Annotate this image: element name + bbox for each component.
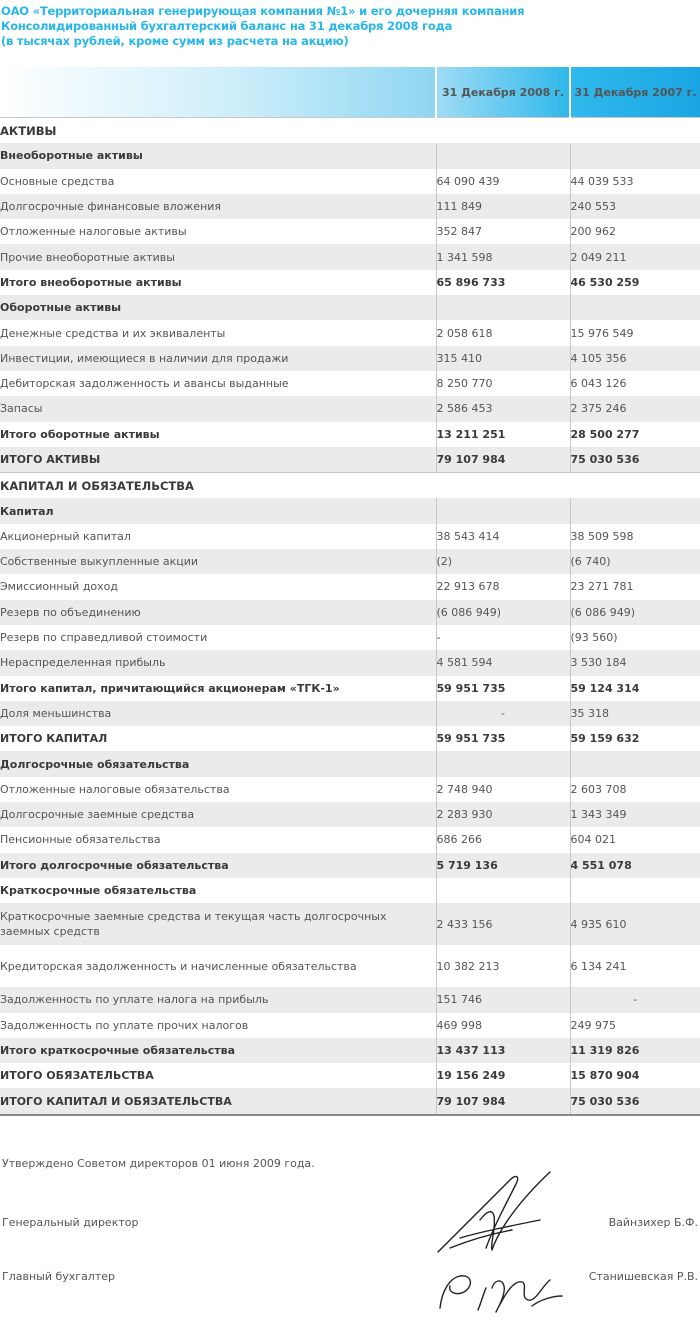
row-label: Долгосрочные обязательства <box>0 751 436 776</box>
accountant-signature <box>440 1276 562 1312</box>
total-row <box>0 726 700 751</box>
report-title: Консолидированный бухгалтерский баланс на 31 декабря 2008 года <box>1 19 453 33</box>
value-2008 <box>436 473 570 499</box>
value-2007: 2 375 246 <box>570 396 700 421</box>
value-2008: 13 437 113 <box>436 1038 570 1063</box>
row-label: Долгосрочные заемные средства <box>0 802 436 827</box>
value-2007: 15 870 904 <box>570 1063 700 1088</box>
value-2008 <box>436 498 570 523</box>
units-note: (в тысячах рублей, кроме сумм из расчета на акцию) <box>1 34 349 48</box>
row-label: Доля меньшинства <box>0 701 436 726</box>
table-row <box>0 219 700 244</box>
subtotal-row <box>0 422 700 447</box>
table-row <box>0 524 700 549</box>
grand-total-row <box>0 1088 700 1114</box>
row-label: Итого оборотные активы <box>0 427 160 441</box>
row-label: Итого краткосрочные обязательства <box>0 1038 436 1063</box>
value-2007 <box>570 143 700 168</box>
row-label: КАПИТАЛ И ОБЯЗАТЕЛЬСТВА <box>0 473 436 499</box>
value-2007: 2 603 708 <box>570 777 700 802</box>
value-2007: 35 318 <box>570 701 700 726</box>
table-row <box>0 945 700 987</box>
value-2007: 46 530 259 <box>570 270 700 295</box>
value-2007: (6 086 949) <box>570 600 700 625</box>
value-2007: 75 030 536 <box>570 447 700 473</box>
value-2007: 59 159 632 <box>570 726 700 751</box>
value-2008: - <box>436 701 570 726</box>
value-2008: 19 156 249 <box>436 1063 570 1088</box>
table-row <box>0 194 700 219</box>
total-row <box>0 1063 700 1088</box>
value-2008: - <box>436 625 570 650</box>
table-row <box>0 600 700 625</box>
table-header-row <box>0 67 700 118</box>
row-label: Акционерный капитал <box>0 529 131 543</box>
value-2008: 22 913 678 <box>436 574 570 599</box>
accountant-name: Станишевская Р.В. <box>588 1270 698 1283</box>
row-label: Оборотные активы <box>0 295 436 320</box>
value-2007: 249 975 <box>570 1013 700 1038</box>
value-2008 <box>436 878 570 903</box>
row-label: ИТОГО КАПИТАЛ <box>0 732 108 746</box>
value-2008: 352 847 <box>436 219 570 244</box>
value-2007: 4 935 610 <box>570 903 700 945</box>
row-label: Краткосрочные заемные средства и текущая часть долгосрочных заемных средств <box>0 903 436 945</box>
row-label: Задолженность по уплате прочих налогов <box>0 1018 249 1032</box>
row-label: Долгосрочные финансовые вложения <box>0 194 436 219</box>
value-2008: 2 058 618 <box>436 320 570 345</box>
value-2007: 38 509 598 <box>570 524 700 549</box>
value-2008: 64 090 439 <box>436 169 570 194</box>
value-2008: 5 719 136 <box>436 853 570 878</box>
row-label: ИТОГО КАПИТАЛ И ОБЯЗАТЕЛЬСТВА <box>0 1088 436 1114</box>
value-2008: (6 086 949) <box>436 600 570 625</box>
row-label: Резерв по справедливой стоимости <box>0 631 208 645</box>
table-row <box>0 244 700 269</box>
value-2008: 686 266 <box>436 827 570 852</box>
value-2008: 2 433 156 <box>436 903 570 945</box>
row-label: Собственные выкупленные акции <box>0 549 436 574</box>
report-header <box>1 4 691 49</box>
ceo-signature <box>438 1172 550 1252</box>
table-row <box>0 827 700 852</box>
row-label: Инвестиции, имеющиеся в наличии для продажи <box>0 346 436 371</box>
value-2008: 2 283 930 <box>436 802 570 827</box>
value-2007: 75 030 536 <box>570 1088 700 1114</box>
subtotal-row <box>0 1038 700 1063</box>
value-2007: (93 560) <box>570 625 700 650</box>
value-2007: 1 343 349 <box>570 802 700 827</box>
value-2008: 151 746 <box>436 987 570 1012</box>
value-2007: 200 962 <box>570 219 700 244</box>
subsection-row <box>0 751 700 776</box>
row-label: ИТОГО АКТИВЫ <box>0 447 436 473</box>
value-2008: 469 998 <box>436 1013 570 1038</box>
subtotal-row <box>0 270 700 295</box>
row-label: Эмиссионный доход <box>0 580 118 594</box>
balance-sheet-table <box>0 67 700 1116</box>
table-row <box>0 777 700 802</box>
table-row <box>0 346 700 371</box>
table-row <box>0 625 700 650</box>
row-label: Резерв по объединению <box>0 600 436 625</box>
ceo-role: Генеральный директор <box>2 1216 139 1229</box>
row-label: Краткосрочные обязательства <box>0 884 197 898</box>
value-2007: 11 319 826 <box>570 1038 700 1063</box>
value-2007: 28 500 277 <box>570 422 700 447</box>
value-2008: 10 382 213 <box>436 945 570 987</box>
handwritten-signatures <box>420 1160 590 1320</box>
section-row <box>0 473 700 499</box>
ceo-name: Вайнзихер Б.Ф. <box>608 1216 698 1229</box>
value-2007: 23 271 781 <box>570 574 700 599</box>
value-2008: 65 896 733 <box>436 270 570 295</box>
row-label: Прочие внеоборотные активы <box>0 244 436 269</box>
row-label: Пенсионные обязательства <box>0 833 161 847</box>
accountant-role: Главный бухгалтер <box>2 1270 115 1283</box>
table-row <box>0 396 700 421</box>
value-2007 <box>570 751 700 776</box>
value-2007: (6 740) <box>570 549 700 574</box>
value-2008 <box>436 751 570 776</box>
value-2008: 315 410 <box>436 346 570 371</box>
value-2007: 3 530 184 <box>570 650 700 675</box>
subtotal-row <box>0 676 700 701</box>
value-2007: 604 021 <box>570 827 700 852</box>
value-2008: 13 211 251 <box>436 422 570 447</box>
value-2008 <box>436 118 570 144</box>
row-label: Нераспределенная прибыль <box>0 650 436 675</box>
value-2008: 111 849 <box>436 194 570 219</box>
table-row <box>0 574 700 599</box>
value-2007: 4 551 078 <box>570 853 700 878</box>
column-header-2008: 31 Декабря 2008 г. <box>436 67 570 118</box>
subsection-row <box>0 878 700 903</box>
subsection-row <box>0 498 700 523</box>
total-row <box>0 447 700 473</box>
value-2008: 59 951 735 <box>436 676 570 701</box>
value-2007 <box>570 118 700 144</box>
section-row <box>0 118 700 144</box>
value-2007: - <box>570 987 700 1012</box>
row-label: Внеоборотные активы <box>0 143 436 168</box>
table-row <box>0 371 700 396</box>
value-2008: 59 951 735 <box>436 726 570 751</box>
row-label: Капитал <box>0 498 436 523</box>
row-label: Задолженность по уплате налога на прибыль <box>0 987 436 1012</box>
row-label: Основные средства <box>0 174 115 188</box>
table-row <box>0 903 700 945</box>
value-2008: (2) <box>436 549 570 574</box>
table-row <box>0 320 700 345</box>
row-label: Денежные средства и их эквиваленты <box>0 326 226 340</box>
table-row <box>0 549 700 574</box>
value-2007: 15 976 549 <box>570 320 700 345</box>
value-2007: 59 124 314 <box>570 676 700 701</box>
value-2007 <box>570 295 700 320</box>
value-2007 <box>570 878 700 903</box>
value-2007 <box>570 498 700 523</box>
table-row <box>0 1013 700 1038</box>
value-2007: 4 105 356 <box>570 346 700 371</box>
value-2007: 2 049 211 <box>570 244 700 269</box>
value-2008: 79 107 984 <box>436 1088 570 1114</box>
value-2007: 6 134 241 <box>570 945 700 987</box>
subsection-row <box>0 295 700 320</box>
value-2008: 4 581 594 <box>436 650 570 675</box>
table-row <box>0 802 700 827</box>
table-row <box>0 650 700 675</box>
row-label: Отложенные налоговые активы <box>0 225 187 239</box>
row-label: Отложенные налоговые обязательства <box>0 782 230 796</box>
row-label: Итого долгосрочные обязательства <box>0 853 436 878</box>
column-header-2007: 31 Декабря 2007 г. <box>570 67 700 118</box>
row-label: Запасы <box>0 396 436 421</box>
value-2008: 1 341 598 <box>436 244 570 269</box>
table-row <box>0 169 700 194</box>
subtotal-row <box>0 853 700 878</box>
value-2007: 240 553 <box>570 194 700 219</box>
row-label: Дебиторская задолженность и авансы выданные <box>0 377 289 391</box>
subsection-row <box>0 143 700 168</box>
value-2008: 79 107 984 <box>436 447 570 473</box>
value-2008: 2 748 940 <box>436 777 570 802</box>
value-2008 <box>436 295 570 320</box>
value-2008: 38 543 414 <box>436 524 570 549</box>
row-label: АКТИВЫ <box>0 118 436 144</box>
row-label: Итого внеоборотные активы <box>0 275 182 289</box>
row-label: Кредиторская задолженность и начисленные обязательства <box>0 959 357 973</box>
row-label: ИТОГО ОБЯЗАТЕЛЬСТВА <box>0 1069 154 1083</box>
value-2008: 8 250 770 <box>436 371 570 396</box>
value-2007: 6 043 126 <box>570 371 700 396</box>
value-2008 <box>436 143 570 168</box>
table-row <box>0 987 700 1012</box>
header-label-cell <box>0 67 436 118</box>
approval-note: Утверждено Советом директоров 01 июня 2009 года. <box>2 1157 315 1170</box>
value-2007: 44 039 533 <box>570 169 700 194</box>
row-label: Итого капитал, причитающийся акционерам «ТГК-1» <box>0 681 340 695</box>
table-row <box>0 701 700 726</box>
value-2008: 2 586 453 <box>436 396 570 421</box>
company-title: ОАО «Территориальная генерирующая компания №1» и его дочерняя компания <box>1 4 525 18</box>
value-2007 <box>570 473 700 499</box>
